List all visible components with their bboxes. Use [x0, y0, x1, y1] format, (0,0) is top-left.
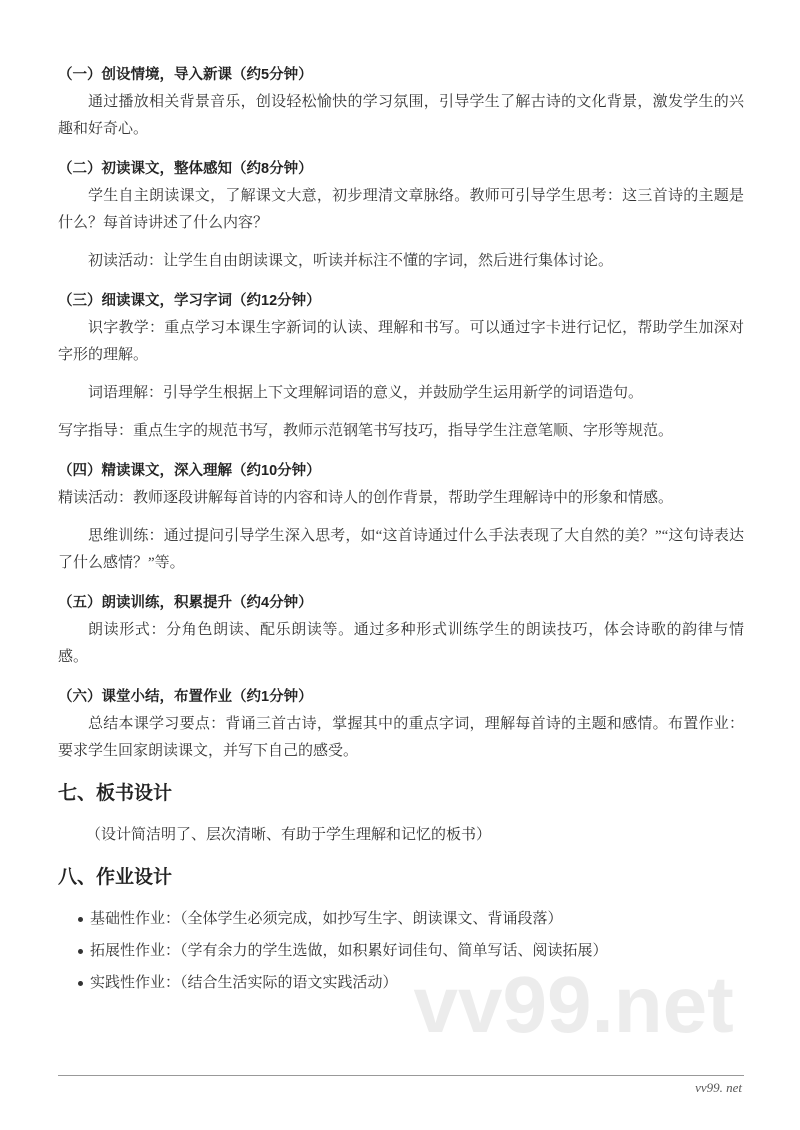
- homework-item: [78, 941, 744, 961]
- homework-list: [58, 909, 744, 1049]
- homework-item-text: 基础性作业：（全体学生必须完成，如抄写生字、朗读课文、背诵段落）: [90, 911, 563, 927]
- paragraph: 总结本课学习要点：背诵三首古诗，掌握其中的重点字词，理解每首诗的主题和感情。布置作业：要求学生回家朗读课文，并写下自己的感受。: [58, 716, 744, 759]
- board-design-heading: 七、板书设计: [58, 783, 173, 804]
- paragraph: 识字教学：重点学习本课生字新词的认读、理解和书写。可以通过字卡进行记忆，帮助学生加深对字形的理解。: [58, 320, 744, 363]
- footer-divider: [58, 1075, 744, 1076]
- section-4-heading: （四）精读课文，深入理解（约10分钟）: [58, 463, 321, 479]
- paragraph: 思维训练：通过提问引导学生深入思考，如“这首诗通过什么手法表现了大自然的美？”“这句诗表达了什么感情？”等。: [58, 528, 744, 571]
- section-5-heading: （五）朗读训练，积累提升（约4分钟）: [58, 595, 313, 611]
- watermark: vv99.net: [413, 960, 734, 1049]
- paragraph: 精读活动：教师逐段讲解每首诗的内容和诗人的创作背景，帮助学生理解诗中的形象和情感。: [58, 490, 674, 506]
- section-3-heading: （三）细读课文，学习字词（约12分钟）: [58, 293, 321, 309]
- homework-item-text: 实践性作业：（结合生活实际的语文实践活动）: [90, 975, 398, 991]
- paragraph: 写字指导：重点生字的规范书写，教师示范钢笔书写技巧，指导学生注意笔顺、字形等规范。: [58, 423, 674, 439]
- homework-heading: 八、作业设计: [58, 867, 173, 888]
- homework-item-text: 拓展性作业：（学有余力的学生选做，如积累好词佳句、简单写话、阅读拓展）: [90, 943, 608, 959]
- paragraph: 学生自主朗读课文，了解课文大意，初步理清文章脉络。教师可引导学生思考：这三首诗的主题是什么？每首诗讲述了什么内容？: [58, 188, 744, 231]
- section-1-heading: （一）创设情境，导入新课（约5分钟）: [58, 67, 313, 83]
- homework-item: [78, 909, 744, 929]
- bullet-icon: [78, 981, 83, 986]
- paragraph: 朗读形式：分角色朗读、配乐朗读等。通过多种形式训练学生的朗读技巧，体会诗歌的韵律与情感。: [58, 622, 744, 665]
- footer-site: vv99. net: [695, 1080, 742, 1095]
- bullet-icon: [78, 917, 83, 922]
- section-6-heading: （六）课堂小结，布置作业（约1分钟）: [58, 689, 313, 705]
- bullet-icon: [78, 949, 83, 954]
- paragraph: 通过播放相关背景音乐，创设轻松愉快的学习氛围，引导学生了解古诗的文化背景，激发学生的兴趣和好奇心。: [58, 94, 744, 137]
- paragraph: 词语理解：引导学生根据上下文理解词语的意义，并鼓励学生运用新学的词语造句。: [88, 385, 644, 401]
- section-2-heading: （二）初读课文，整体感知（约8分钟）: [58, 161, 313, 177]
- document-body: [58, 66, 744, 1049]
- paragraph: 初读活动：让学生自由朗读课文，听读并标注不懂的字词，然后进行集体讨论。: [88, 253, 614, 269]
- board-design-text: （设计简洁明了、层次清晰、有助于学生理解和记忆的板书）: [86, 827, 492, 843]
